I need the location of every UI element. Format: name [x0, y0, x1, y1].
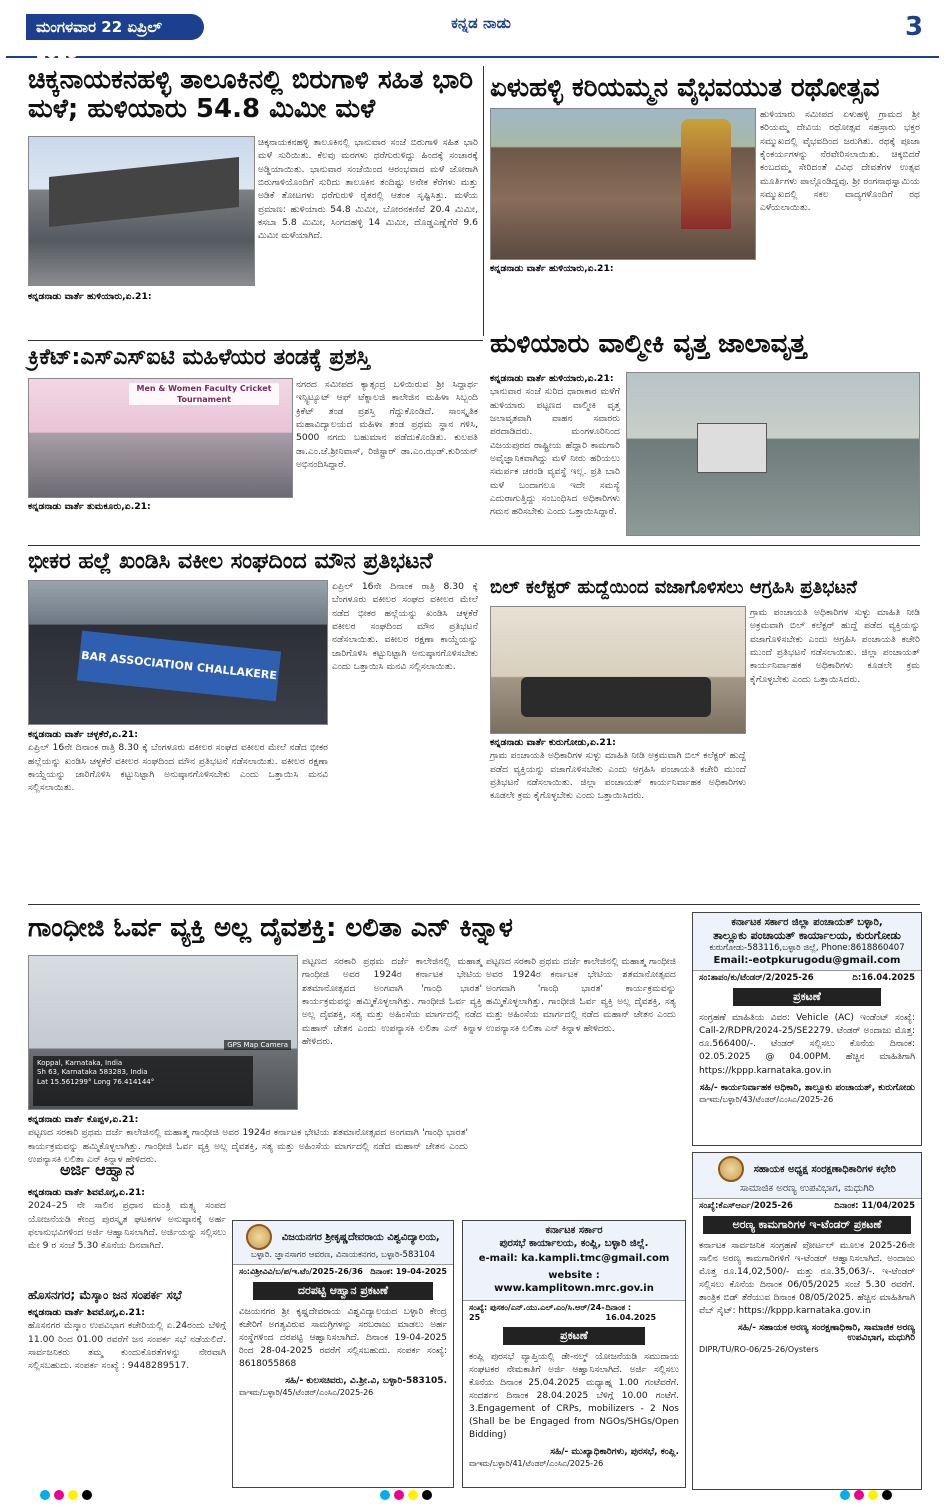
lawyers-byline: ಕನ್ನಡನಾಡು ವಾರ್ತೆ ಚಳ್ಳಕೆರೆ,ಏ.21: — [28, 729, 138, 740]
ad-university-text: ವಿಜಯನಗರ ಶ್ರೀ ಕೃಷ್ಣದೇವರಾಯ ವಿಶ್ವವಿದ್ಯಾಲಯದ ಬಳ್ಳಾರಿ ಕೇಂದ್ರ ಕಚೇರಿಗೆ ಅಗತ್ಯವಿರುವ ಸಾಮಗ್ರಿಗಳನ್ನು ಸರಬರಾಜು ಮಾಡಲು ಅರ್ಹ ಸಂಸ್ಥೆಗಳಿಂದ ದರಪಟ್ಟಿ ಆಹ್ವಾನಿಸಲಾಗಿದೆ. ದಿನಾಂಕ 19-04-2025 ರಿಂದ 28-04-2025 ರವರೆಗೆ ಸಲ್ಲಿಸಬಹುದು. ಸಂಪರ್ಕ ಸಂಖ್ಯೆ: 8618055868 — [239, 1307, 447, 1370]
ad-forest-ref: ಸಂಖ್ಯೆ:ಕೆಎಸ್ಆರ್ಎ/2025-26 — [699, 1201, 793, 1211]
ad-taluk-header2: ತಾಲ್ಲೂಕು ಪಂಚಾಯತ್ ಕಾರ್ಯಾಲಯ, ಕುರುಗೋಡು — [713, 929, 901, 942]
registration-dot — [40, 1490, 50, 1500]
bar-association-banner: BAR ASSOCIATION CHALLAKERE — [77, 631, 281, 702]
ad-municipal-footer: ಸಹಿ/- ಮುಖ್ಯಾಧಿಕಾರಿಗಳು, ಪುರಸಭೆ, ಕಂಪ್ಲಿ. — [550, 1447, 679, 1458]
headline-chariot: ಏಳುಹಳ್ಳಿ ಕರಿಯಮ್ಮನ ವೈಭವಯುತ ರಥೋತ್ಸವ — [490, 73, 880, 103]
ad-taluk-date: ದಿ:16.04.2025 — [852, 973, 915, 984]
mescom-notice — [28, 1306, 226, 1486]
ad-university-refline — [233, 1265, 453, 1279]
lawyers-protest-photo — [28, 580, 328, 725]
chariot-festival-photo — [490, 108, 756, 260]
section-rule — [28, 340, 483, 341]
ad-forest-header2: ಸಾಮಾಜಿಕ ಅರಣ್ಯ ಉಪವಿಭಾಗ, ಮಧುಗಿರಿ — [740, 1183, 874, 1194]
ad-taluk-title: ಪ್ರಕಟಣೆ — [733, 988, 881, 1006]
ad-municipal-title: ಪ್ರಕಟಣೆ — [503, 1327, 645, 1345]
headline-lawyers: ಭೀಕರ ಹಲ್ಲೆ ಖಂಡಿಸಿ ವಕೀಲ ಸಂಘದಿಂದ ಮೌನ ಪ್ರತಿಭಟನೆ — [28, 549, 433, 574]
storm-damage-photo — [28, 136, 255, 286]
ad-university-header2: ಬಳ್ಳಾರಿ. ಜ್ಞಾನಸಾಗರ ಆವರಣ, ವಿನಾಯಕನಗರ, ಬಳ್ಳಾರಿ-583104 — [251, 1250, 435, 1260]
ad-municipal-email: e-mail: ka.kampli.tmc@gmail.com — [478, 1253, 670, 1264]
gps-app-label: GPS Map Camera — [224, 1040, 291, 1050]
ad-taluk-refline — [693, 971, 921, 985]
print-registration-marks — [0, 1490, 945, 1502]
ad-forest-header1: ಸಹಾಯಕ ಅಧ್ಯಕ್ಷ ಸಂರಕ್ಷಣಾಧಿಕಾರಿಗಳ ಕಛೇರಿ — [753, 1164, 896, 1175]
registration-dot — [882, 1490, 892, 1500]
waterlog-text: ಭಾನುವಾರ ಸಂಜೆ ಸುರಿದ ಧಾರಾಕಾರ ಮಳೆಗೆ ಹುಳಿಯಾರು ಪಟ್ಟಣದ ವಾಲ್ಮೀಕಿ ವೃತ್ತ ಜಲಾವೃತವಾಗಿ ವಾಹನ ಸವಾರರು ಪರದಾಡಿದರು. ಮಂಗಳೂರಿನಿಂದ ವಿಜಯಪುರದ ರಾಷ್ಟ್ರೀಯ ಹೆದ್ದಾರಿ ಕಾಮಗಾರಿ ಅವೈಜ್ಞಾನಿಕವಾಗಿದ್ದು ಮಳೆ ನೀರು ಹರಿಯಲು ಸಮರ್ಪಕ ಚರಂಡಿ ವ್ಯವಸ್ಥೆ ಇಲ್ಲ. ಪ್ರತಿ ಬಾರಿ ಮಳೆ ಬಂದಾಗಲೂ ಇದೇ ಸಮಸ್ಯೆ ಎದುರಾಗುತ್ತಿದ್ದು ಸಂಬಂಧಿಸಿದ ಅಧಿಕಾರಿಗಳು ಗಮನ ಹರಿಸಬೇಕು ಎಂದು ಒತ್ತಾಯಿಸಿದ್ದಾರೆ. — [490, 386, 620, 518]
page-number: 3 — [904, 12, 924, 42]
lawyers-article-continued: ಏಪ್ರಿಲ್ 16ನೇ ದಿನಾಂಕ ರಾತ್ರಿ 8.30 ಕ್ಕೆ ಬೆಂಗಳೂರು ವಕೀಲರ ಸಂಘದ ವಕೀಲರ ಮೇಲೆ ನಡೆದ ಭೀಕರ ಹಲ್ಲೆಯನ್ನು ಖಂಡಿಸಿ ಚಳ್ಳಕೆರೆ ವಕೀಲರ ಸಂಘದಿಂದ ಮೌನ ಪ್ರತಿಭಟನೆ ನಡೆಸಲಾಯಿತು. ವಕೀಲರ ರಕ್ಷಣಾ ಕಾಯ್ದೆಯನ್ನು ಜಾರಿಗೊಳಿಸಿ ಕಟ್ಟುನಿಟ್ಟಾಗಿ ಅನುಷ್ಠಾನಗೊಳಿಸಬೇಕು ಎಂದು ಒತ್ತಾಯಿಸಿ ಮನವಿ ಸಲ್ಲಿಸಲಾಯಿತು. — [332, 581, 478, 673]
column-divider — [483, 66, 484, 336]
headline-bill-collector: ಬಿಲ್ ಕಲೆಕ್ಟರ್ ಹುದ್ದೆಯಿಂದ ವಜಾಗೊಳಿಸಲು ಆಗ್ರಹಿಸಿ ಪ್ರತಿಭಟನೆ — [490, 577, 857, 598]
gandhi-article-col2: ಪಟ್ಟಣದ ಸರಕಾರಿ ಪ್ರಥಮ ದರ್ಜೆ ಕಾಲೇಜಿನಲ್ಲಿ ಮಹಾತ್ಮ ಗಾಂಧೀಜಿ ಅವರ 1924ರ ಕರ್ನಾಟಕ ಭೇಟಿಯ ಶತಮಾನೋತ್ಸವದ ಅಂಗವಾಗಿ 'ಗಾಂಧಿ ಭಾರತ' ಕಾರ್ಯಕ್ರಮವನ್ನು ಹಮ್ಮಿಕೊಳ್ಳಲಾಗಿತ್ತು. ಗಾಂಧೀಜಿ ಓರ್ವ ವ್ಯಕ್ತಿ ಅಲ್ಲ ದೈವಶಕ್ತಿ, ಸತ್ಯ ಮತ್ತು ಅಹಿಂಸೆಯ ಮಾರ್ಗದಲ್ಲಿ ನಡೆದ ಮಹಾನ್ ಚೇತನ ಎಂದು ಉಪನ್ಯಾಸಕಿ ಲಲಿತಾ ಎನ್ ಕಿನ್ನಾಳ ಹೇಳಿದರು. — [302, 956, 482, 1048]
waterlog-article-body — [490, 372, 620, 570]
applications-text: 2024–25 ನೇ ಸಾಲಿನ ಪ್ರಧಾನ ಮಂತ್ರಿ ಮತ್ಸ್ಯ ಸಂಪದ ಯೋಜನೆಯಡಿ ಕೇಂದ್ರ ಪುರಸ್ಕೃತ ಘಟಕಗಳ ಅನುಷ್ಠಾನಕ್ಕೆ ಅರ್ಹ ಫಲಾನುಭವಿಗಳಿಂದ ಅರ್ಜಿ ಆಹ್ವಾನಿಸಲಾಗಿದೆ. ಅರ್ಜಿಯನ್ನು ಸಲ್ಲಿಸಲು ಮೇ 9 ರ ಸಂಜೆ 5.30 ಕೊನೆಯ ದಿನವಾಗಿದೆ. — [28, 1200, 226, 1252]
waterlog-byline: ಕನ್ನಡನಾಡು ವಾರ್ತೆ ಹುಳಿಯಾರು,ಏ.21: — [490, 373, 614, 384]
collapsed-roof-shape — [49, 157, 239, 227]
storm-article-body: ಚಿಕ್ಕನಾಯಕನಹಳ್ಳಿ ತಾಲೂಕಿನಲ್ಲಿ ಭಾನುವಾರ ಸಂಜೆ ಬಿರುಗಾಳಿ ಸಹಿತ ಭಾರಿ ಮಳೆ ಸುರಿಯಿತು. ಕೆಲವು ಮರಗಳು ಧರೆಗುರುಳಿದ್ದು ಹಿಂದಕ್ಕೆ ಸಂಚಾರಕ್ಕೆ ಅಡ್ಡಿಯಾಯಿತು. ಭಾನುವಾರ ಸಂಜೆಯಿಂದ ಆರಂಭವಾದ ಮಳೆ ಜೋರಾಗಿ ಬಿರುಗಾಳಿಯೊಂದಿಗೆ ಸುರಿದು ತಾಲೂಕಿನ ತಂದಿಷ್ಟು ಅನೇಕ ಕೆರೆಗಳು ಮತ್ತು ಅಡಿಕೆ ತೋಟಗಳು ಧರೆಗುರುಳಿ ರೈತರಲ್ಲಿ ಆತಂಕ ಸೃಷ್ಟಿಸಿತ್ತು. ಮಳೆಯ ಪ್ರಮಾಣ: ಹುಳಿಯಾರು 54.8 ಮಿಮೀ, ಬೋರನಕಣಿವೆ 20.4 ಮಿಮೀ, ಕಸಬಾ 5.8 ಮಿಮೀ, ಸಿಂಗದಹಳ್ಳಿ 14 ಮಿಮೀ, ದೊಡ್ಡಎಣ್ಣೆಗೆರೆ 9.6 ಮಿಮೀ ಮಳೆಯಾಗಿದೆ. — [258, 137, 478, 242]
bill-collector-protest-photo — [490, 606, 746, 734]
ad-forest-refline — [693, 1199, 921, 1213]
ad-municipal-date: ದಿನಾಂಕ : 16.04.2025 — [605, 1303, 657, 1322]
headline-gandhi: ಗಾಂಧೀಜಿ ಓರ್ವ ವ್ಯಕ್ತಿ ಅಲ್ಲ ದೈವಶಕ್ತಿ: ಲಲಿತಾ ಎನ್ ಕಿನ್ನಾಳ — [28, 913, 513, 943]
ad-taluk-address: ಕುರುಗೋಡು-583116,ಬಳ್ಳಾರಿ ಜಿಲ್ಲೆ, Phone:8618860407 — [709, 943, 905, 954]
gandhi-text: ಪಟ್ಟಣದ ಸರಕಾರಿ ಪ್ರಥಮ ದರ್ಜೆ ಕಾಲೇಜಿನಲ್ಲಿ ಮಹಾತ್ಮ ಗಾಂಧೀಜಿ ಅವರ 1924ರ ಕರ್ನಾಟಕ ಭೇಟಿಯ ಶತಮಾನೋತ್ಸವದ ಅಂಗವಾಗಿ 'ಗಾಂಧಿ ಭಾರತ' ಕಾರ್ಯಕ್ರಮವನ್ನು ಹಮ್ಮಿಕೊಳ್ಳಲಾಗಿತ್ತು. ಗಾಂಧೀಜಿ ಓರ್ವ ವ್ಯಕ್ತಿ ಅಲ್ಲ ದೈವಶಕ್ತಿ, ಸತ್ಯ ಮತ್ತು ಅಹಿಂಸೆಯ ಮಾರ್ಗದಲ್ಲಿ ನಡೆದ ಮಹಾನ್ ಚೇತನ ಎಂದು ಉಪನ್ಯಾಸಕಿ ಲಲಿತಾ ಎನ್ ಕಿನ್ನಾಳ ಹೇಳಿದರು. — [28, 1127, 468, 1166]
ad-municipal-header1: ಕರ್ನಾಟಕ ಸರ್ಕಾರ — [545, 1225, 603, 1236]
ad-university-title: ದರಪಟ್ಟಿ ಆಹ್ವಾನ ಪ್ರಕಟಣೆ — [253, 1282, 433, 1300]
registration-dot — [394, 1490, 404, 1500]
storm-byline: ಕನ್ನಡನಾಡು ವಾರ್ತೆ ಹುಳಿಯಾರು,ಏ.21: — [28, 291, 152, 302]
ad-taluk-ref: ಸಂ:ತಾಪಂ/ಕು/ಟೆಂಡರ್/2/2025-26 — [699, 973, 814, 984]
storm-article-lead — [28, 290, 255, 332]
issue-date: ಮಂಗಳವಾರ 22 ಏಪ್ರಿಲ್ 2025 — [26, 14, 204, 40]
ad-forest-title: ಅರಣ್ಯ ಕಾಮಗಾರಿಗಳ ಇ-ಟೆಂಡರ್ ಪ್ರಕಟಣೆ — [703, 1216, 911, 1234]
ad-taluk-header1: ಕರ್ನಾಟಕ ಸರ್ಕಾರ ಜಿಲ್ಲಾ ಪಂಚಾಯತ್ ಬಳ್ಳಾರಿ, — [731, 917, 883, 928]
masthead: ಕನ್ನಡ ನಾಡು — [451, 14, 511, 32]
ad-taluk-header — [693, 913, 921, 971]
cricket-article-body: ನಗರದ ಸಮೀಪದ ಕ್ಯಾತ್ಸಂದ್ರ ಬಳಿಯಿರುವ ಶ್ರೀ ಸಿದ್ದಾರ್ಥ ಇನ್ಸ್ಟಿಟ್ಯೂಟ್ ಆಫ್ ಟೆಕ್ನಾಲಜಿ ಕಾಲೇಜಿನ ಮಹಿಳಾ ಸಿಬ್ಬಂದಿ ಕ್ರಿಕೆಟ್ ತಂಡ ಪ್ರಶಸ್ತಿ ಗೆದ್ದುಕೊಂಡಿದೆ. ಸಾಂಸ್ಕೃತಿಕ ಮಹಾವಿದ್ಯಾಲಯದ ಮಹಿಳಾ ತಂಡ ಪ್ರಥಮ ಸ್ಥಾನ ಗಳಿಸಿ, 5000 ನಗದು ಬಹುಮಾನ ಪಡೆದುಕೊಂಡಿತು. ಕುಲಪತಿ ಡಾ.ಎಂ.ಜೆ.ಶ್ರೀನಿವಾಸ್, ರಿಜಿಸ್ಟ್ರಾರ್ ಡಾ.ಎಂ.ಝಡ್.ಕುರಿಯನ್ ಅಭಿನಂದಿಸಿದ್ದಾರೆ. — [296, 379, 478, 471]
bill-collector-text: ಗ್ರಾಮ ಪಂಚಾಯತಿ ಅಧಿಕಾರಿಗಳ ಸುಳ್ಳು ಮಾಹಿತಿ ನೀಡಿ ಅಕ್ರಮವಾಗಿ ಬಿಲ್ ಕಲೆಕ್ಟರ್ ಹುದ್ದೆ ಪಡೆದ ವ್ಯಕ್ತಿಯನ್ನು ವಜಾಗೊಳಿಸಬೇಕು ಎಂದು ಆಗ್ರಹಿಸಿ ಪಂಚಾಯತಿ ಕಚೇರಿ ಮುಂದೆ ಪ್ರತಿಭಟನೆ ನಡೆಸಲಾಯಿತು. ಜಿಲ್ಲಾ ಪಂಚಾಯತ್ ಕಾರ್ಯನಿರ್ವಾಹಕ ಅಧಿಕಾರಿಗಳು ಕೂಡಲೇ ಕ್ರಮ ಕೈಗೊಳ್ಳಬೇಕು ಎಂದು ಒತ್ತಾಯಿಸಿದರು. — [490, 750, 746, 802]
ad-forest-header — [693, 1153, 921, 1199]
ad-forest-code: DIPR/TU/RO-06/25-26/Oysters — [699, 1345, 819, 1355]
ad-university-header — [233, 1221, 453, 1265]
gps-coords: Lat 15.561299° Long 76.414144° — [37, 1077, 155, 1086]
registration-dot — [408, 1490, 418, 1500]
applications-notice — [28, 1186, 226, 1284]
ad-university — [232, 1220, 454, 1488]
gandhi-article-col3: ಪಟ್ಟಣದ ಸರಕಾರಿ ಪ್ರಥಮ ದರ್ಜೆ ಕಾಲೇಜಿನಲ್ಲಿ ಮಹಾತ್ಮ ಗಾಂಧೀಜಿ ಅವರ 1924ರ ಕರ್ನಾಟಕ ಭೇಟಿಯ ಶತಮಾನೋತ್ಸವದ ಅಂಗವಾಗಿ 'ಗಾಂಧಿ ಭಾರತ' ಕಾರ್ಯಕ್ರಮವನ್ನು ಹಮ್ಮಿಕೊಳ್ಳಲಾಗಿತ್ತು. ಗಾಂಧೀಜಿ ಓರ್ವ ವ್ಯಕ್ತಿ ಅಲ್ಲ ದೈವಶಕ್ತಿ, ಸತ್ಯ ಮತ್ತು ಅಹಿಂಸೆಯ ಮಾರ್ಗದಲ್ಲಿ ನಡೆದ ಮಹಾನ್ ಚೇತನ ಎಂದು ಉಪನ್ಯಾಸಕಿ ಲಲಿತಾ ಎನ್ ಕಿನ್ನಾಳ ಹೇಳಿದರು. — [486, 956, 676, 1034]
registration-dot — [854, 1490, 864, 1500]
applications-byline: ಕನ್ನಡನಾಡು ವಾರ್ತೆ ಶಿವಮೊಗ್ಗ,ಏ.21: — [28, 1187, 145, 1198]
ad-forest-footer: ಸಹಿ/- ಸಹಾಯಕ ಅರಣ್ಯ ಸಂರಕ್ಷಣಾಧಿಕಾರಿ, ಸಾಮಾಜಿಕ ಅರಣ್ಯ ಉಪವಿಭಾಗ, ಮಧುಗಿರಿ — [738, 1323, 915, 1344]
registration-dot — [82, 1490, 92, 1500]
cricket-banner: Men & Women Faculty Cricket Tournament — [129, 383, 279, 405]
ad-taluk-email: Email:-eotpkurugodu@gmail.com — [713, 955, 901, 967]
ad-university-header1: ವಿಜಯನಗರ ಶ್ರೀಕೃಷ್ಣದೇವರಾಯ ವಿಶ್ವವಿದ್ಯಾಲಯ, — [281, 1232, 440, 1243]
lawyers-article-body — [28, 728, 328, 898]
mescom-text: ಹೊಸನಗರ ಮೆಸ್ಕಾಂ ಉಪವಿಭಾಗ ಕಚೇರಿಯಲ್ಲಿ ಏ.24ರಂದು ಬೆಳಿಗ್ಗೆ 11.00 ರಿಂದ 01.00 ರವರೆಗೆ ಜನ ಸಂಪರ್ಕ ಸಭೆ ನಡೆಯಲಿದೆ. ಸಾರ್ವಜನಿಕರು ತಮ್ಮ ಕುಂದುಕೊರತೆಗಳನ್ನು ನೇರವಾಗಿ ಸಲ್ಲಿಸಬಹುದು. ಸಂಪರ್ಕ ಸಂಖ್ಯೆ : 9448289517. — [28, 1320, 226, 1372]
registration-dot — [840, 1490, 850, 1500]
cricket-article-lead — [28, 500, 293, 540]
lawyers-text: ಏಪ್ರಿಲ್ 16ನೇ ದಿನಾಂಕ ರಾತ್ರಿ 8.30 ಕ್ಕೆ ಬೆಂಗಳೂರು ವಕೀಲರ ಸಂಘದ ವಕೀಲರ ಮೇಲೆ ನಡೆದ ಭೀಕರ ಹಲ್ಲೆಯನ್ನು ಖಂಡಿಸಿ ಚಳ್ಳಕೆರೆ ವಕೀಲರ ಸಂಘದಿಂದ ಮೌನ ಪ್ರತಿಭಟನೆ ನಡೆಸಲಾಯಿತು. ವಕೀಲರ ರಕ್ಷಣಾ ಕಾಯ್ದೆಯನ್ನು ಜಾರಿಗೊಳಿಸಿ ಕಟ್ಟುನಿಟ್ಟಾಗಿ ಅನುಷ್ಠಾನಗೊಳಿಸಬೇಕು ಎಂದು ಒತ್ತಾಯಿಸಿ ಮನವಿ ಸಲ್ಲಿಸಲಾಯಿತು. — [28, 742, 328, 794]
gps-address: Sh 63, Karnataka 583283, India — [37, 1068, 148, 1077]
ad-university-date: ದಿನಾಂಕ: 19-04-2025 — [370, 1267, 447, 1277]
heading-mescom-meeting: ಹೊಸನಗರ; ಮೆಸ್ಕಾಂ ಜನ ಸಂಪರ್ಕ ಸಭೆ — [28, 1288, 182, 1302]
ad-taluk-text: ಸಂಗ್ರಹಣೆ ಮಾಹಿತಿಯ ವಿವರ: Vehicle (AC) ಇಂಡೆಂಟ್ ಸಂಖ್ಯೆ: Call-2/RDPR/2024-25/SE2279. ಟೆಂಡರ್ ಅಂದಾಜು ಮೊತ್ತ: ರೂ.566400/-. ಟೆಂಡರ್ ಸಲ್ಲಿಸಲು ಕೊನೆಯ ದಿನಾಂಕ: 02.05.2025 @ 04.00PM. ಹೆಚ್ಚಿನ ಮಾಹಿತಿಗಾಗಿ https://kppp.karnataka.gov.in — [699, 1013, 915, 1076]
ad-taluk-panchayat — [692, 912, 922, 1146]
gandhi-byline: ಕನ್ನಡನಾಡು ವಾರ್ತೆ ಕೊಪ್ಪಳ,ಏ.21: — [28, 1114, 139, 1125]
registration-dot — [54, 1490, 64, 1500]
chariot-shape — [681, 119, 731, 229]
ad-municipal-code: ವಾಇಮ/ಬಳ್ಳಾರಿ/41/ಟೆಂಡರ್/ಎಂಸಿಎ/2025-26 — [469, 1459, 604, 1469]
ad-taluk-footer: ಸಹಿ/- ಕಾರ್ಯನಿರ್ವಾಹಕ ಅಧಿಕಾರಿ, ತಾಲ್ಲೂಕು ಪಂಚಾಯತ್, ಕುರುಗೋಡು — [699, 1082, 915, 1093]
ad-municipal-website: website : www.kamplitown.mrc.gov.in — [494, 1270, 654, 1294]
registration-dot — [380, 1490, 390, 1500]
cricket-team-photo — [28, 378, 293, 498]
mescom-byline: ಕನ್ನಡನಾಡು ವಾರ್ತೆ ಶಿವಮೊಗ್ಗ,ಏ.21: — [28, 1307, 145, 1318]
ad-municipal-refline — [463, 1301, 685, 1324]
ad-municipal-header2: ಪುರಸಭೆ ಕಾರ್ಯಾಲಯ, ಕಂಪ್ಲಿ, ಬಳ್ಳಾರಿ ಜಿಲ್ಲೆ. — [499, 1238, 649, 1249]
flooded-road-photo — [626, 372, 920, 536]
registration-dot — [68, 1490, 78, 1500]
cricket-byline: ಕನ್ನಡನಾಡು ವಾರ್ತೆ ತುಮಕೂರು,ಏ.21: — [28, 501, 151, 512]
registration-dot — [422, 1490, 432, 1500]
bill-collector-article-body — [490, 736, 746, 898]
gps-stamp-overlay — [33, 1056, 253, 1106]
chariot-article-lead — [490, 262, 920, 324]
ad-municipal-ref: ಸಂಖ್ಯೆ: ಪುಸಕಂ/ಎನ್.ಯು.ಎಲ್.ಎಂ/ಸಿ.ಆರ್/24-25 — [469, 1303, 605, 1322]
gps-location: Koppal, Karnataka, India — [37, 1059, 123, 1067]
ad-municipal-header — [463, 1221, 685, 1301]
gandhi-event-photo — [28, 955, 298, 1110]
truck-shape — [697, 423, 767, 473]
bill-collector-byline: ಕನ್ನಡನಾಡು ವಾರ್ತೆ ಕುರುಗೋಡು,ಏ.21: — [490, 737, 616, 748]
ad-municipal — [462, 1220, 686, 1488]
protesters-shape — [521, 677, 711, 717]
ad-forest-date: ದಿನಾಂಕ: 11/04/2025 — [834, 1201, 915, 1211]
registration-dot — [868, 1490, 878, 1500]
chariot-byline: ಕನ್ನಡನಾಡು ವಾರ್ತೆ ಹುಳಿಯಾರು,ಏ.21: — [490, 263, 614, 274]
chariot-article-right: ಹುಳಿಯಾರು ಸಮೀಪದ ಏಳುಹಳ್ಳಿ ಗ್ರಾಮದ ಶ್ರೀ ಕರಿಯಮ್ಮ ದೇವಿಯ ರಥೋತ್ಸವ ಸಹಸ್ರಾರು ಭಕ್ತರ ಸಮ್ಮುಖದಲ್ಲಿ ವೈಭವದಿಂದ ಜರುಗಿತು. ರಥಕ್ಕೆ ಪೂಜಾ ಕೈಂಕರ್ಯಗಳನ್ನು ನೆರವೇರಿಸಲಾಯಿತು. ಚಿಕ್ಕಬಿದರೆ ಕಂಬದಮ್ಮ ಸೇರಿದಂತೆ ವಿವಿಧ ದೇವತೆಗಳ ಉತ್ಸವ ಮೂರ್ತಿಗಳು ಪಾಲ್ಗೊಂಡಿದ್ದವು. ಶ್ರೀ ರಂಗನಾಥಸ್ವಾಮಿಯ ಸಮ್ಮುಖದಲ್ಲಿ ಸಕಲ ವಾದ್ಯಗಳೊಂದಿಗೆ ರಥ ಎಳೆಯಲಾಯಿತು. — [760, 109, 920, 214]
ad-university-code: ವಾಇಮ/ಬಳ್ಳಾರಿ/45/ಟೆಂಡರ್/ಎಂಸಿಎ/2025-26 — [239, 1388, 374, 1398]
headline-storm: ಚಿಕ್ಕನಾಯಕನಹಳ್ಳಿ ತಾಲೂಕಿನಲ್ಲಿ ಬಿರುಗಾಳಿ ಸಹಿತ ಭಾರಿ ಮಳೆ; ಹುಳಿಯಾರು 54.8 ಮಿಮೀ ಮಳೆ — [28, 65, 474, 125]
headline-waterlogging: ಹುಳಿಯಾರು ವಾಲ್ಮೀಕಿ ವೃತ್ತ ಜಾಲಾವೃತ್ತ — [490, 329, 807, 359]
ad-taluk-code: ವಾಇಮ/ಬಳ್ಳಾರಿ/43/ಟೆಂಡರ್/ಎಂಸಿಎ/2025-26 — [699, 1094, 834, 1104]
gandhi-article-lead — [28, 1113, 468, 1166]
ad-municipal-text: ಕಂಪ್ಲಿ ಪುರಸಭೆ ವ್ಯಾಪ್ತಿಯಲ್ಲಿ ಡೇ-ನಲ್ಮ್ ಯೋಜನೆಯಡಿ ಸಮುದಾಯ ಸಂಘಟಕರ ನೇಮಕಾತಿಗೆ ಅರ್ಜಿ ಆಹ್ವಾನಿಸಲಾಗಿದೆ. ಅರ್ಜಿ ಸಲ್ಲಿಸಲು ಕೊನೆಯ ದಿನಾಂಕ 25.04.2025 ಮಧ್ಯಾಹ್ನ 1.00 ಗಂಟೆವರೆಗೆ. ಸಂದರ್ಶನ ದಿನಾಂಕ 28.04.2025 ಬೆಳಿಗ್ಗೆ 10.00 ಗಂಟೆಗೆ. 3.Engagement of CRPs, mobilizers - 2 Nos (Shall be be Engaged from NGOs/SHGs/Open Bidding) — [469, 1352, 679, 1441]
ad-university-footer: ಸಹಿ/- ಕುಲಸಚಿವರು, ವಿ.ಶ್ರೀ.ವಿ, ಬಳ್ಳಾರಿ-583105. — [285, 1376, 447, 1387]
section-rule-3 — [28, 904, 920, 905]
headline-cricket: ಕ್ರಿಕೆಟ್:ಎಸ್ಎಸ್ಐಟಿ ಮಹಿಳೆಯರ ತಂಡಕ್ಕೆ ಪ್ರಶಸ್ತಿ — [28, 345, 371, 370]
section-rule-2 — [28, 545, 920, 546]
govt-seal-icon — [718, 1156, 744, 1182]
ad-forest-text: ಕರ್ನಾಟಕ ಸಾರ್ವಜನಿಕ ಸಂಗ್ರಹಣೆ ಪೋರ್ಟಲ್ ಮೂಲಕ 2025-26ನೇ ಸಾಲಿನ ಅರಣ್ಯ ಕಾಮಗಾರಿಗಳಿಗೆ ಇ-ಟೆಂಡರ್ ಆಹ್ವಾನಿಸಲಾಗಿದೆ. ಅಂದಾಜು ಮೊತ್ತ ರೂ.14,02,500/- ಮತ್ತು ರೂ.35,063/-. ಇ-ಟೆಂಡರ್ ಸಲ್ಲಿಸಲು ಕೊನೆಯ ದಿನಾಂಕ 06/05/2025 ಸಂಜೆ 5.30 ರವರೆಗೆ. ತಾಂತ್ರಿಕ ಬಿಡ್ ತೆರೆಯುವ ದಿನಾಂಕ 08/05/2025. ಹೆಚ್ಚಿನ ಮಾಹಿತಿಗಾಗಿ ವೆಬ್ ಸೈಟ್: https://kppp.karnataka.gov.in — [699, 1241, 915, 1317]
bill-collector-article-continued: ಗ್ರಾಮ ಪಂಚಾಯತಿ ಅಧಿಕಾರಿಗಳ ಸುಳ್ಳು ಮಾಹಿತಿ ನೀಡಿ ಅಕ್ರಮವಾಗಿ ಬಿಲ್ ಕಲೆಕ್ಟರ್ ಹುದ್ದೆ ಪಡೆದ ವ್ಯಕ್ತಿಯನ್ನು ವಜಾಗೊಳಿಸಬೇಕು ಎಂದು ಆಗ್ರಹಿಸಿ ಪಂಚಾಯತಿ ಕಚೇರಿ ಮುಂದೆ ಪ್ರತಿಭಟನೆ ನಡೆಸಲಾಯಿತು. ಜಿಲ್ಲಾ ಪಂಚಾಯತ್ ಕಾರ್ಯನಿರ್ವಾಹಕ ಅಧಿಕಾರಿಗಳು ಕೂಡಲೇ ಕ್ರಮ ಕೈಗೊಳ್ಳಬೇಕು ಎಂದು ಒತ್ತಾಯಿಸಿದರು. — [750, 607, 920, 685]
ad-university-ref: ಸಂ:ವಿಶ್ರೀವಿವಿ/ಬ/ಪ/ಇ.ಟೆಂ/2025-26/36 — [239, 1267, 363, 1277]
page-header — [6, 6, 939, 62]
heading-applications: ಅರ್ಜಿ ಆಹ್ವಾನ — [60, 1160, 135, 1179]
university-seal-icon — [246, 1224, 272, 1250]
ad-forest-tender — [692, 1152, 922, 1490]
